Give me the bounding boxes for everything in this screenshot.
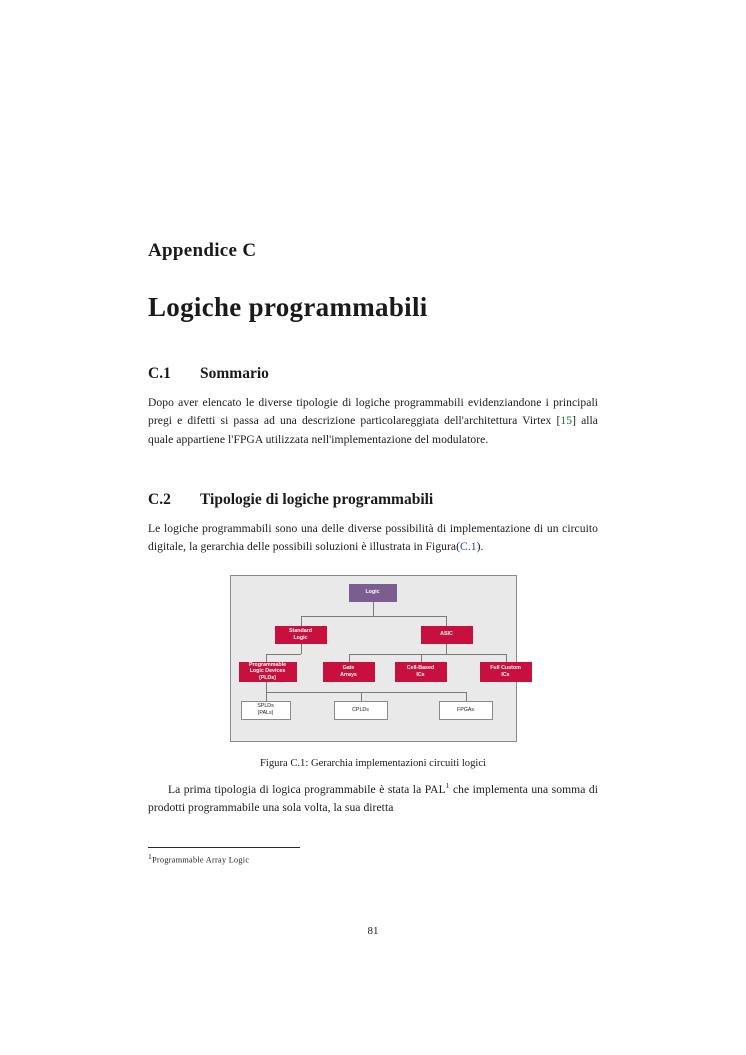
node-gate-arrays: Gate Arrays [323, 662, 375, 682]
figure-canvas [230, 575, 521, 742]
paragraph-sommario: Dopo aver elencato le diverse tipologie di logiche programmabili evidenziandone i principali pregi e difetti si passa ad una descrizione particolareggiata dell'architettura Virtex [15] alla quale appartiene l'FPGA utilizzata nell'implementazione del modulatore. [148, 396, 598, 446]
connector [506, 654, 507, 662]
chapter-title: Logiche programmabili [148, 292, 428, 322]
node-cplds: CPLDs [334, 701, 388, 720]
paragraph-closing-pre: La prima tipologia di logica programmabile è stata la PAL [168, 782, 446, 796]
chapter-label: Appendice C [148, 240, 257, 261]
paragraph-closing-post: che implementa una somma di prodotti programmabile una sola volta, la sua diretta [148, 782, 598, 814]
connector [266, 654, 267, 662]
footnote [148, 852, 598, 865]
node-asic: ASIC [421, 626, 473, 644]
connector [373, 602, 374, 616]
paragraph-tipologie [148, 520, 598, 557]
figure-reference-link[interactable]: C.1 [460, 540, 477, 554]
connector [266, 692, 267, 701]
section-title-c1: Sommario [200, 365, 269, 382]
footnote-marker[interactable]: 1 [445, 780, 450, 790]
paragraph-tipologie-pre: Le logiche programmabili sono una delle diverse possibilità di implementazione di un circuito digitale, la gerarchia delle possibili soluzioni è illustrata in Figura( [148, 521, 598, 554]
node-full-custom-ics: Full Custom ICs [480, 662, 532, 682]
footnote-text: Programmable Array Logic [152, 855, 250, 865]
node-fpgas: FPGAs [439, 701, 493, 720]
figure-caption: Figura C.1: Gerarchia implementazioni circuiti logici [260, 757, 486, 769]
paragraph-closing [148, 780, 598, 817]
node-plds: Programmable Logic Devices (PLDs) [239, 662, 297, 682]
connector [266, 692, 466, 693]
connector [446, 616, 447, 626]
connector [421, 654, 422, 662]
section-heading-c2 [148, 491, 598, 509]
node-logic: Logic [349, 584, 397, 602]
connector [446, 644, 447, 654]
section-number-c2: C.2 [148, 490, 171, 508]
connector [349, 654, 350, 662]
section-heading-c1 [148, 365, 598, 383]
node-cell-based-ics: Cell-Based ICs [395, 662, 447, 682]
connector [349, 654, 506, 655]
node-standard-logic: Standard Logic [275, 626, 327, 644]
section-title-c2: Tipologie di logiche programmabili [200, 490, 434, 508]
citation-15[interactable]: 15 [560, 414, 573, 428]
footnote-number: 1 [148, 852, 153, 862]
node-splds: SPLDs (PALs) [241, 701, 291, 720]
figure-c1 [148, 575, 598, 742]
page-number: 81 [367, 925, 379, 937]
connector [266, 654, 301, 655]
footnote-divider [148, 847, 300, 848]
page-content [148, 0, 598, 865]
connector [301, 616, 302, 626]
connector [466, 692, 467, 701]
connector [301, 616, 446, 617]
connector [361, 692, 362, 701]
connector [301, 644, 302, 654]
paragraph-tipologie-post: ). [476, 540, 484, 554]
section-number-c1: C.1 [148, 365, 171, 382]
connector [266, 682, 267, 692]
